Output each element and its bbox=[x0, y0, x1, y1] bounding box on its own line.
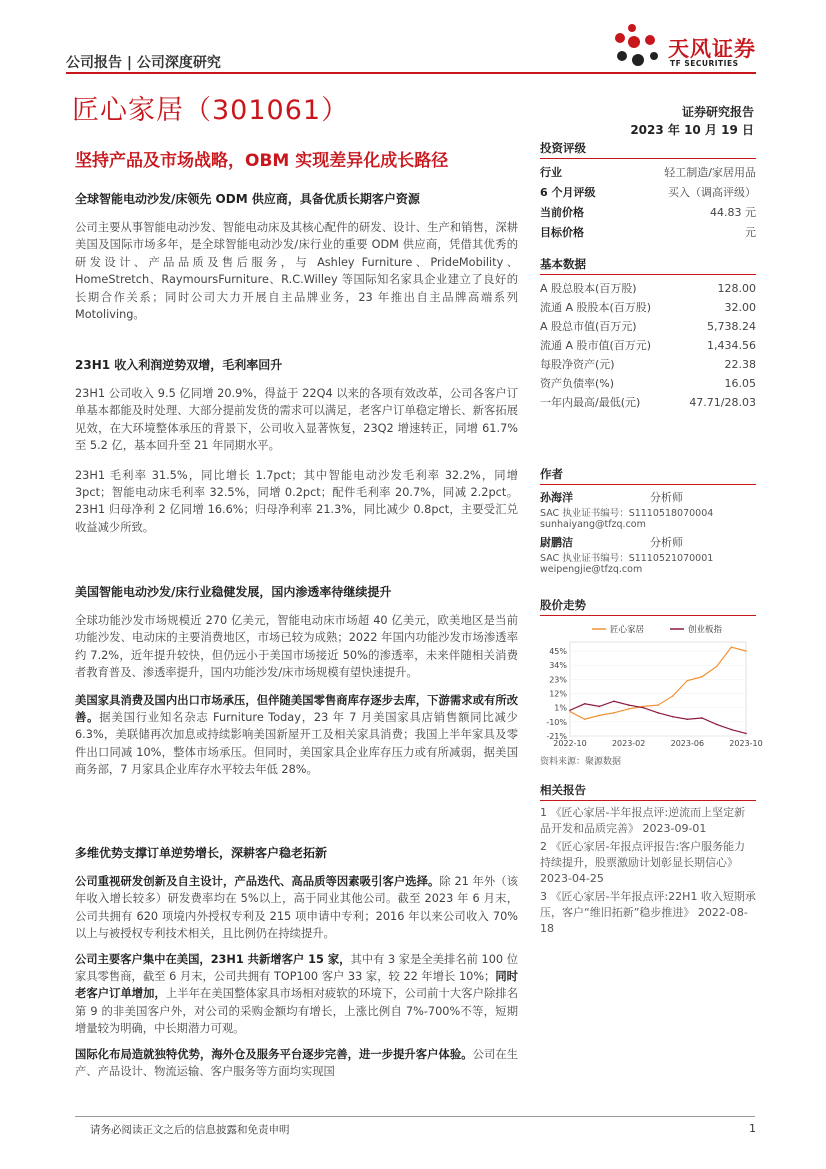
data-point bbox=[584, 718, 586, 720]
author-email[interactable]: weipengjie@tfzq.com bbox=[540, 564, 643, 575]
legend-label: 匠心家居 bbox=[610, 625, 645, 635]
logo-text: 天风证券 bbox=[668, 37, 756, 61]
data-row bbox=[540, 223, 756, 243]
data-point bbox=[643, 707, 645, 709]
author-role: 分析师 bbox=[650, 491, 683, 504]
row-value: 128.00 bbox=[717, 282, 756, 295]
data-row bbox=[540, 317, 756, 336]
data-row bbox=[540, 374, 756, 393]
x-tick-label: 2023-06 bbox=[670, 739, 705, 748]
data-point bbox=[672, 695, 674, 697]
data-point bbox=[657, 704, 659, 706]
row-label: 一年内最高/最低(元) bbox=[540, 396, 641, 409]
related-report-title: 1 《匠心家居-半年报点评:逆流而上坚定新品开发和品质完善》 bbox=[540, 806, 746, 835]
row-value: 44.83 元 bbox=[710, 206, 756, 219]
related-report-date: 2023-09-01 bbox=[642, 822, 707, 835]
bold-lead: 同时老客户订单增加， bbox=[75, 970, 518, 1001]
data-row bbox=[540, 298, 756, 317]
data-point bbox=[745, 733, 747, 735]
related-box bbox=[540, 782, 756, 939]
data-point bbox=[613, 700, 615, 702]
data-row bbox=[540, 183, 756, 203]
rating-box bbox=[540, 140, 756, 243]
data-point bbox=[687, 680, 689, 682]
related-report-date: 2022-08-18 bbox=[540, 906, 748, 935]
section-2 bbox=[75, 356, 518, 536]
section-heading: 23H1 收入利润逆势双增，毛利率回升 bbox=[75, 358, 283, 372]
related-title: 相关报告 bbox=[540, 782, 756, 801]
data-point bbox=[599, 715, 601, 717]
company-title: 匠心家居（301061） bbox=[72, 95, 350, 126]
x-tick-label: 2022-10 bbox=[553, 739, 587, 748]
report-label: 证券研究报告 bbox=[681, 105, 754, 119]
paragraph-text: 除 21 年外（该年收入增长较多）研发费率均在 5%以上，高于同业其他公司。截至 2023 年 6 月末，公司共拥有 620 项境内外授权专利及 215 项申请中专利；2016 年以来公司收入 70%以上与被授权专利技术相关，且比例仍在持续提升。 bbox=[75, 875, 518, 941]
data-row bbox=[540, 203, 756, 223]
row-label: 目标价格 bbox=[540, 226, 584, 239]
row-label: 6 个月评级 bbox=[540, 186, 596, 199]
bold-lead: 国际化布局造就独特优势，海外仓及服务平台逐步完善，进一步提升客户体验。 bbox=[75, 1047, 473, 1061]
row-value: 轻工制造/家居用品 bbox=[664, 166, 756, 179]
price-chart-box bbox=[540, 597, 763, 767]
rating-title: 投资评级 bbox=[540, 140, 756, 159]
footer-disclaimer: 请务必阅读正文之后的信息披露和免责申明 bbox=[90, 1124, 290, 1136]
series-line-company bbox=[570, 647, 746, 719]
data-point bbox=[745, 650, 747, 652]
data-point bbox=[584, 703, 586, 705]
paragraph-text: 据美国行业知名杂志 Furniture Today，23 年 7 月美国家具店销售额同比减少 6.3%，美联储再次加息或持续影响美国新屋开工及相关家具消费；我国上半年家具及零件出口同减 10%，整体市场承压。但同时，美国家具企业库存压力或有所减弱，据美国商务部，7 月家具企业库存水平较去年低 28%。 bbox=[75, 711, 518, 777]
footer-divider bbox=[75, 1116, 755, 1117]
section-1 bbox=[75, 190, 518, 323]
paragraph bbox=[75, 1046, 518, 1081]
data-row bbox=[540, 163, 756, 183]
related-report-item[interactable] bbox=[540, 839, 756, 887]
data-row bbox=[540, 355, 756, 374]
data-point bbox=[672, 716, 674, 718]
y-tick-label: -10% bbox=[546, 717, 567, 727]
section-heading: 全球智能电动沙发/床领先 ODM 供应商，具备优质长期客户资源 bbox=[75, 192, 420, 206]
row-value: 16.05 bbox=[724, 377, 756, 390]
data-point bbox=[687, 718, 689, 720]
author-name: 尉鹏洁 bbox=[540, 536, 573, 549]
series-line-index bbox=[570, 701, 746, 733]
page-number: 1 bbox=[749, 1122, 756, 1135]
price-chart-title: 股价走势 bbox=[540, 597, 756, 616]
row-label: 当前价格 bbox=[540, 206, 584, 219]
row-value: 32.00 bbox=[724, 301, 756, 314]
data-point bbox=[701, 717, 703, 719]
basic-data-title: 基本数据 bbox=[540, 256, 756, 275]
paragraph: 全球功能沙发市场规模近 270 亿美元，智能电动床市场超 40 亿美元，欧美地区是当前功能沙发、电动床的主要消费地区，市场已较为成熟；2022 年国内功能沙发市场渗透率约 7.2%，近年提升较快，但仍远小于美国市场接近 50%的渗透率，未来伴随相关消费者教育普及、渗透率提升，国内功能沙发/床市场规模有望快速提升。 bbox=[75, 614, 518, 680]
author-sac: SAC 执业证书编号：S1110518070004 bbox=[540, 508, 714, 519]
y-tick-label: 1% bbox=[554, 703, 567, 713]
author-name: 孙海洋 bbox=[540, 491, 573, 504]
author-email[interactable]: sunhaiyang@tfzq.com bbox=[540, 519, 646, 530]
row-value: 22.38 bbox=[724, 358, 756, 371]
section-heading: 多维优势支撑订单逆势增长，深耕客户稳老拓新 bbox=[75, 846, 328, 860]
data-point bbox=[569, 709, 571, 711]
authors-box bbox=[540, 466, 756, 579]
related-report-title: 2 《匠心家居-年报点评报告:客户服务能力持续提升，股票激励计划彰显长期信心》 bbox=[540, 840, 746, 869]
x-tick-label: 2023-02 bbox=[611, 739, 646, 748]
row-label: A 股总市值(百万元) bbox=[540, 320, 637, 333]
data-point bbox=[716, 724, 718, 726]
row-value: 元 bbox=[745, 226, 756, 239]
paragraph bbox=[75, 951, 518, 1038]
bold-lead: 美国家具消费及国内出口市场承压，但伴随美国零售商库存逐步去库，下游需求或有所改善。 bbox=[75, 693, 518, 725]
paragraph bbox=[75, 692, 518, 779]
y-tick-label: 12% bbox=[549, 689, 567, 699]
section-heading: 美国智能电动沙发/床行业稳健发展，国内渗透率待继续提升 bbox=[75, 585, 392, 599]
y-tick-label: 34% bbox=[549, 661, 567, 671]
paragraph-text: 上半年在美国整体家具市场相对疲软的环境下，公司前十大客户除排名第 9 的非美国客户外，对公司的采购金额均有增长，上涨比例自 7%-700%不等，短期增量较为明确，中长期潜力可观。 bbox=[75, 987, 518, 1036]
data-point bbox=[628, 708, 630, 710]
author-sac: SAC 执业证书编号：S1110521070001 bbox=[540, 553, 714, 564]
row-value: 5,738.24 bbox=[707, 320, 756, 333]
row-label: A 股总股本(百万股) bbox=[540, 282, 637, 295]
row-value: 47.71/28.03 bbox=[689, 396, 756, 409]
related-report-item[interactable] bbox=[540, 805, 756, 837]
bold-lead: 公司主要客户集中在美国，23H1 共新增客户 15 家， bbox=[75, 952, 351, 966]
data-point bbox=[701, 676, 703, 678]
tf-logo-icon bbox=[610, 22, 666, 70]
row-label: 流通 A 股股本(百万股) bbox=[540, 301, 652, 314]
author-entry bbox=[540, 489, 756, 530]
data-point bbox=[731, 729, 733, 731]
report-headline: 坚持产品及市场战略，OBM 实现差异化成长路径 bbox=[75, 151, 449, 171]
section-4 bbox=[75, 844, 518, 1080]
header-divider bbox=[66, 72, 756, 74]
row-label: 行业 bbox=[540, 166, 562, 179]
y-tick-label: -21% bbox=[546, 732, 567, 741]
price-chart bbox=[540, 620, 763, 756]
related-report-date: 2023-04-25 bbox=[540, 872, 604, 885]
related-report-title: 3 《匠心家居-半年报点评:22H1 收入短期承压，客户“维旧拓新”稳步推进》 bbox=[540, 890, 756, 919]
row-label: 资产负债率(%) bbox=[540, 377, 615, 390]
report-date: 2023 年 10 月 19 日 bbox=[630, 123, 754, 137]
data-point bbox=[657, 712, 659, 714]
data-point bbox=[613, 712, 615, 714]
authors-title: 作者 bbox=[540, 466, 756, 485]
row-value: 1,434.56 bbox=[707, 339, 756, 352]
y-tick-label: 23% bbox=[549, 675, 567, 685]
chart-source: 资料来源：聚源数据 bbox=[540, 757, 622, 767]
data-row bbox=[540, 279, 756, 298]
paragraph bbox=[75, 873, 518, 943]
legend-label: 创业板指 bbox=[688, 625, 723, 635]
data-row bbox=[540, 336, 756, 355]
data-point bbox=[716, 666, 718, 668]
author-entry bbox=[540, 534, 756, 575]
paragraph-text: 其中有 3 家是全美排名前 100 位家具零售商，截至 6 月末，公司共拥有 TOP100 客户 33 家，较 22 年增长 10%； bbox=[75, 952, 518, 984]
x-tick-label: 2023-10 bbox=[729, 739, 763, 748]
row-value: 买入（调高评级） bbox=[668, 186, 756, 199]
paragraph-text: 公司在生产、产品设计、物流运输、客户服务等方面均实现国 bbox=[75, 1047, 518, 1079]
logo-subtitle: TF SECURITIES bbox=[670, 59, 739, 68]
paragraph: 23H1 公司收入 9.5 亿同增 20.9%，得益于 22Q4 以来的各项有效改革，公司各客户订单基本都能及时处理、大部分提前发货的需求可以满足，老客户订单稳定增长、新客拓展见效，在大环境整体承压的背景下，公司收入显著恢复，23Q2 增速转正，同增 61.7%至 5.2 亿，基本回升至 21 年同期水平。 bbox=[75, 387, 518, 453]
author-role: 分析师 bbox=[650, 536, 683, 549]
y-tick-label: 45% bbox=[549, 647, 567, 657]
row-label: 流通 A 股市值(百万元) bbox=[540, 339, 652, 352]
data-point bbox=[731, 646, 733, 648]
related-report-item[interactable] bbox=[540, 889, 756, 937]
data-row bbox=[540, 393, 756, 412]
basic-data-box bbox=[540, 256, 756, 412]
paragraph: 公司主要从事智能电动沙发、智能电动床及其核心配件的研发、设计、生产和销售，深耕美国及国际市场多年，是全球智能电动沙发/床行业的重要 ODM 供应商，凭借其优秀的研发设计、产品品质及售后服务，与 Ashley Furniture、PrideMobility、HomeStretch、RaymoursFurniture、R.C.Willey 等国际知名家具企业建立了良好的长期合作关系；同时公司大力开展自主品牌业务，23 年推出自主品牌高端系列 Motoliving。 bbox=[75, 221, 518, 322]
section-3 bbox=[75, 583, 518, 779]
paragraph: 23H1 毛利率 31.5%，同比增长 1.7pct；其中智能电动沙发毛利率 32.2%，同增 3pct；智能电动床毛利率 32.5%，同增 0.2pct；配件毛利率 20.7%，同减 2.2pct。23H1 归母净利 2 亿同增 16.6%；归母净利率 21.3%，同比减少 0.8pct，主要受汇兑收益减少所致。 bbox=[75, 468, 518, 534]
report-type: 公司报告 | 公司深度研究 bbox=[66, 55, 221, 71]
row-label: 每股净资产(元) bbox=[540, 358, 615, 371]
data-point bbox=[599, 706, 601, 708]
bold-lead: 公司重视研发创新及自主设计，产品迭代、高品质等因素吸引客户选择。 bbox=[75, 875, 440, 888]
data-point bbox=[628, 704, 630, 706]
